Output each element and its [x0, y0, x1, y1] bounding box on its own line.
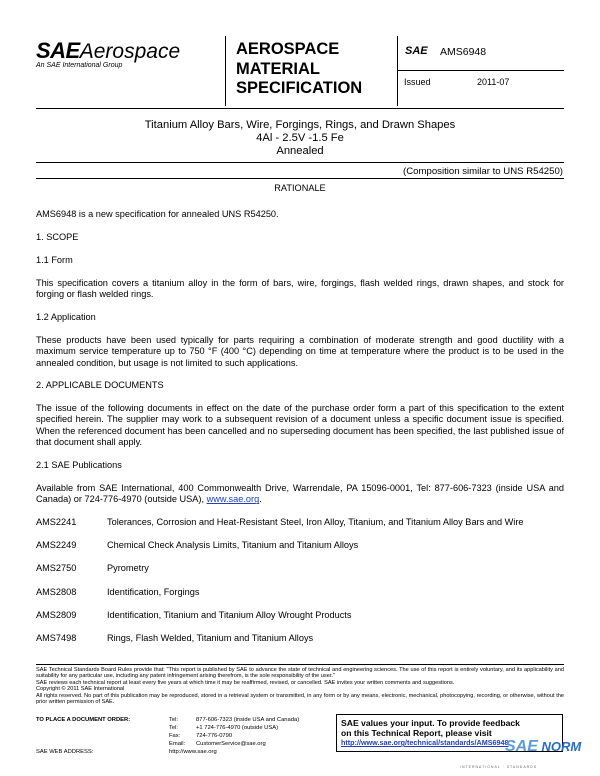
- sae-mark: SAE: [405, 45, 428, 57]
- doc-type-line2: MATERIAL: [236, 59, 321, 78]
- application-text: These products have been used typically for parts requiring a combination of moderate strength and good ductility with a maximum service temperature up to 750 °F (400 °C) depending on time at temperature where the product is to be used in the annealed condition, but usage is not limited to such applications.: [36, 335, 564, 368]
- footer-rule: [36, 664, 564, 665]
- reference-code: AMS2249: [36, 540, 77, 551]
- reference-title: Chemical Check Analysis Limits, Titanium and Titanium Alloys: [107, 540, 359, 551]
- logo-sae-text: SAE: [36, 38, 80, 63]
- sae-website-link[interactable]: www.sae.org: [206, 494, 260, 505]
- sae-publications-heading: 2.1 SAE Publications: [36, 460, 122, 470]
- title-line2: 4Al - 2.5V -1.5 Fe: [256, 132, 344, 144]
- fax-label: Fax:: [169, 733, 181, 739]
- issued-value: 2011-07: [477, 77, 510, 87]
- sae-norm-logo: SAE NORM: [505, 738, 582, 755]
- document-type: [236, 40, 396, 99]
- tel-label-2: Tel:: [169, 725, 179, 731]
- reference-title: Identification, Titanium and Titanium Alloy Wrought Products: [107, 609, 352, 620]
- footer-rights: All rights reserved. No part of this publication may be reproduced, stored in a retrieval system or transmitted, in any form or by any means, electronic, mechanical, photocopying, recording, or otherwise, without the prior written permission of SAE.: [36, 692, 564, 706]
- header-divider-2: [397, 36, 398, 106]
- feedback-line2: on this Technical Report, please visit: [341, 728, 492, 738]
- applicable-documents-heading: 2. APPLICABLE DOCUMENTS: [36, 380, 164, 390]
- title-line1: Titanium Alloy Bars, Wire, Forgings, Rings, and Drawn Shapes: [144, 119, 456, 131]
- title-rule-top: [36, 162, 564, 163]
- tel-1: 877-606-7323 (inside USA and Canada): [196, 717, 300, 723]
- header-rule: [398, 70, 564, 71]
- sae-norm-subtitle: INTERNATIONAL · STANDARDS: [460, 765, 538, 769]
- web-address[interactable]: http://www.sae.org: [169, 749, 217, 755]
- logo-aerospace-text: Aerospace: [79, 40, 181, 63]
- reference-code: AMS2808: [36, 586, 77, 597]
- order-label: TO PLACE A DOCUMENT ORDER:: [36, 717, 131, 723]
- reference-title: Pyrometry: [107, 563, 149, 574]
- feedback-link[interactable]: http://www.sae.org/technical/standards/AMS6948: [341, 738, 509, 747]
- application-heading: 1.2 Application: [36, 312, 96, 322]
- footer-notice-2: SAE reviews each technical report at least every five years at which time it may be reaffirmed, revised, or cancelled. SAE invites your written comments and suggestions.: [36, 679, 455, 686]
- reference-code: AMS2750: [36, 563, 77, 574]
- issued-label: Issued: [404, 77, 431, 87]
- sae-publications-body: Available from SAE International, 400 Commonwealth Drive, Warrendale, PA 15096-0001, Tel: 877-606-7323 (inside USA and Canada) or 724-776-4970 (outside USA),: [36, 483, 564, 505]
- rationale-text: AMS6948 is a new specification for annealed UNS R54250.: [36, 209, 279, 219]
- logo-subtitle: An SAE International Group: [36, 62, 123, 69]
- applicable-documents-text: The issue of the following documents in effect on the date of the purchase order form a part of this specification to the extent specified herein. The supplier may work to a subsequent revision of a document unless a specific document issue is specified. When the referenced document has been cancelled and no superseding document has been specified, the last published issue of that document shall apply.: [36, 403, 564, 448]
- footer-copyright: Copyright © 2011 SAE International: [36, 686, 125, 693]
- reference-title: Tolerances, Corrosion and Heat-Resistant Steel, Iron Alloy, Titanium, and Titanium Alloy Bars and Wire: [107, 517, 524, 527]
- document-title: [30, 119, 570, 158]
- sae-aerospace-logo: [36, 38, 196, 76]
- form-heading: 1.1 Form: [36, 255, 73, 265]
- order-contact-block: [36, 716, 336, 756]
- reference-code: AMS2241: [36, 517, 77, 527]
- web-label: SAE WEB ADDRESS:: [36, 749, 94, 755]
- email-label: Email:: [169, 741, 186, 747]
- feedback-line1: SAE values your input. To provide feedback: [341, 718, 520, 728]
- composition-note: (Composition similar to UNS R54250): [403, 166, 563, 177]
- tel-2: +1 724-776-4970 (outside USA): [196, 725, 279, 731]
- header-divider-1: [225, 36, 226, 106]
- tel-label-1: Tel:: [169, 717, 179, 723]
- reference-title: Identification, Forgings: [107, 586, 200, 597]
- footer-notices: [36, 667, 564, 705]
- reference-code: AMS2809: [36, 609, 77, 620]
- title-rule-bottom: [36, 178, 564, 179]
- ams-number: AMS6948: [440, 46, 487, 58]
- doc-type-line1: AEROSPACE: [236, 40, 340, 58]
- scope-heading: 1. SCOPE: [36, 232, 79, 242]
- rationale-heading: RATIONALE: [274, 183, 326, 193]
- title-line3: Annealed: [276, 145, 324, 157]
- form-text: This specification covers a titanium alloy in the form of bars, wire, forgings, flash welded rings, drawn shapes, and stock for forging or flash welded rings.: [36, 278, 564, 300]
- doc-type-line3: SPECIFICATION: [236, 79, 363, 97]
- email-address[interactable]: CustomerService@sae.org: [196, 741, 266, 747]
- header-bottom-rule: [36, 108, 564, 109]
- footer-notice-1: SAE Technical Standards Board Rules provide that: "This report is published by SAE to advance the state of technical and engineering sciences. The use of this report is entirely voluntary, and its applicability and suitability for any particular use, including any patent infringement arising therefrom, is the sole responsibility of the user.": [36, 667, 564, 680]
- fax-number: 724-776-0790: [196, 733, 233, 739]
- reference-code: AMS7498: [36, 633, 77, 643]
- sae-publications-text: Available from SAE International, 400 Commonwealth Drive, Warrendale, PA 15096-0001, Tel: 877-606-7323 (inside USA and Canada) or 724-776-4970 (outside USA), www.sae.org.: [36, 483, 564, 505]
- reference-title: Rings, Flash Welded, Titanium and Titanium Alloys: [107, 633, 314, 643]
